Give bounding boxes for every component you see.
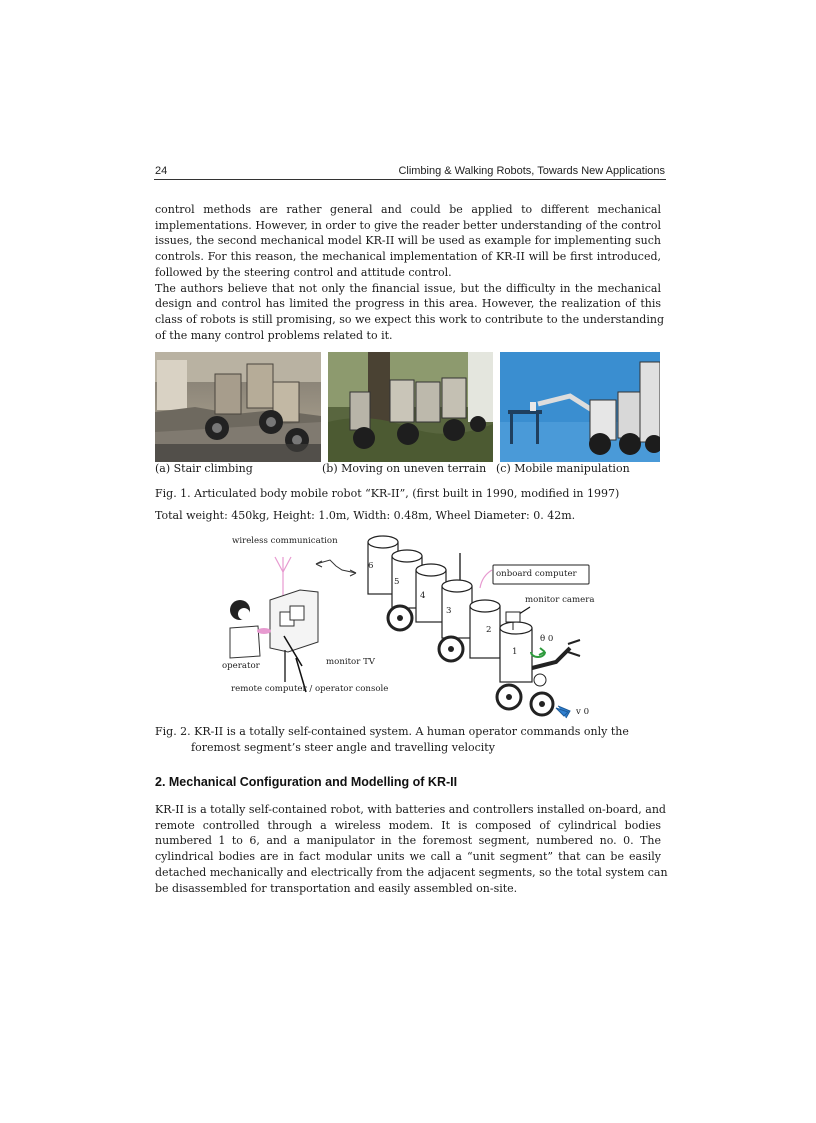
intro-line: followed by the steering control and attitude control. xyxy=(155,265,452,279)
label-onboard-computer: onboard computer xyxy=(496,569,577,579)
label-monitor-camera: monitor camera xyxy=(525,595,595,605)
intro-line: implementations. However, in order to give the reader better understanding of the control xyxy=(155,218,661,232)
figure2-caption-line2: foremost segment’s steer angle and travelling velocity xyxy=(191,740,495,754)
figure2-drawing xyxy=(220,530,610,725)
subcaption-c: (c) Mobile manipulation xyxy=(496,462,630,475)
photo-mobile-manipulation xyxy=(500,352,660,462)
section-line: numbered 1 to 6, and a manipulator in the foremost segment, numbered no. 0. The xyxy=(155,834,661,848)
running-title: Climbing & Walking Robots, Towards New Applications xyxy=(398,165,665,177)
segment-number: 3 xyxy=(446,606,452,616)
intro-line: issues, the second mechanical model KR-II will be used as example for implementing such xyxy=(155,234,661,248)
camera-icon xyxy=(506,612,520,622)
segment-number: 4 xyxy=(420,591,426,601)
figure1-specs: Total weight: 450kg, Height: 1.0m, Width: 0.48m, Wheel Diameter: 0. 42m. xyxy=(155,509,576,522)
label-wireless-communication: wireless communication xyxy=(232,536,338,546)
figure2-diagram xyxy=(220,530,610,725)
subcaption-b: (b) Moving on uneven terrain xyxy=(322,462,487,475)
label-velocity: v 0 xyxy=(576,707,590,717)
section-line: KR-II is a totally self-contained robot, with batteries and controllers installed on-board, and xyxy=(155,803,666,816)
velocity-arrow-icon xyxy=(556,706,570,718)
section-line: be disassembled for transportation and easily assembled on-site. xyxy=(155,881,518,895)
label-monitor-tv: monitor TV xyxy=(326,657,376,667)
section-line: remote controlled through a wireless modem. It is composed of cylindrical bodies xyxy=(155,818,661,832)
figure1-caption: Fig. 1. Articulated body mobile robot “KR-II”, (first built in 1990, modified in 1997) xyxy=(155,487,620,500)
label-remote-console: remote computer / operator console xyxy=(231,684,389,694)
intro-line: class of robots is still promising, so we expect this work to contribute to the understanding xyxy=(155,312,664,326)
segment-number: 1 xyxy=(512,647,518,657)
segment-number: 2 xyxy=(486,625,492,635)
intro-line: of the many control problems related to it. xyxy=(155,328,393,342)
intro-line: design and control has limited the progress in this area. However, the realization of this xyxy=(155,297,661,311)
figure2-caption xyxy=(155,724,665,755)
section-title: 2. Mechanical Configuration and Modelling of KR-II xyxy=(155,775,458,789)
section-line: cylindrical bodies are in fact modular units we call a “unit segment” that can be easily xyxy=(155,850,661,864)
intro-line: The authors believe that not only the financial issue, but the difficulty in the mechanical xyxy=(155,281,661,295)
page-number: 24 xyxy=(155,165,168,177)
intro-line: controls. For this reason, the mechanical implementation of KR-II will be first introduced, xyxy=(155,250,661,264)
photo-stair-climbing xyxy=(155,352,321,462)
label-operator: operator xyxy=(222,661,260,671)
section-line: detached mechanically and electrically from the adjacent segments, so the total system can xyxy=(155,865,668,879)
section-paragraph xyxy=(155,802,668,896)
header-rule xyxy=(154,179,666,180)
photo-uneven-terrain xyxy=(328,352,493,462)
intro-line: control methods are rather general and could be applied to different mechanical xyxy=(155,203,661,216)
manipulator-arm xyxy=(532,648,570,668)
subcaption-a: (a) Stair climbing xyxy=(155,462,253,475)
label-theta: θ 0 xyxy=(540,634,554,644)
figure2-caption-line1: Fig. 2. KR-II is a totally self-contained system. A human operator commands only the xyxy=(155,725,629,738)
segment-number: 6 xyxy=(368,561,374,571)
segment-number: 5 xyxy=(394,577,400,587)
intro-paragraph xyxy=(155,202,664,343)
